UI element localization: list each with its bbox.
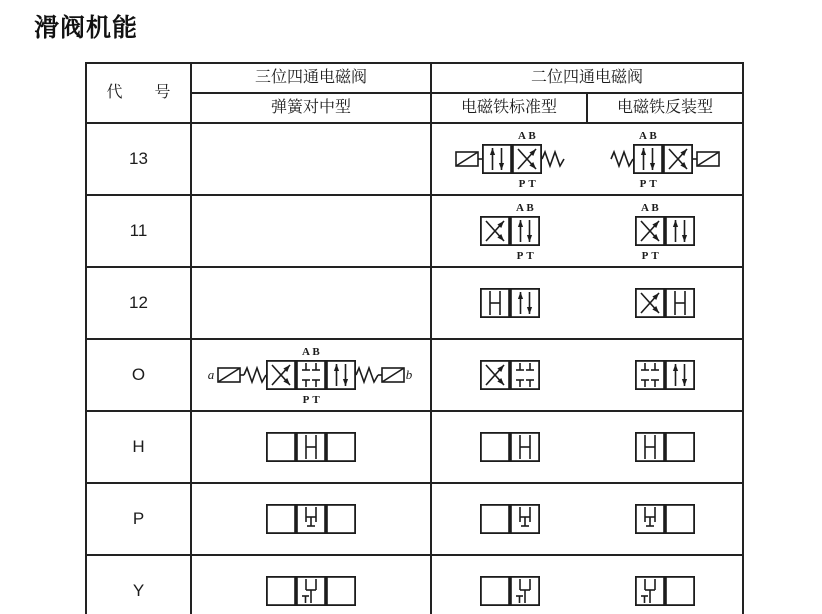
valve-symbol-12-standard (478, 268, 542, 338)
two-pos-symbols (432, 268, 742, 338)
two-pos-symbols (432, 412, 742, 482)
three-pos-cell (191, 123, 431, 195)
valve-symbol-H-standard (478, 412, 542, 482)
reverse-symbol-slot (587, 412, 742, 482)
valve-symbol-P-spring-centered (264, 484, 358, 554)
three-pos-cell (191, 483, 431, 555)
three-pos-cell (191, 411, 431, 483)
svg-text:T: T (527, 178, 536, 190)
svg-text:b: b (405, 367, 413, 382)
svg-text:A: A (517, 130, 526, 142)
svg-text:B: B (527, 130, 536, 142)
code-cell: O (86, 339, 191, 411)
two-pos-cell (431, 483, 743, 555)
svg-text:B: B (312, 346, 320, 358)
two-pos-cell (431, 123, 743, 195)
two-pos-symbols (432, 196, 742, 266)
svg-text:P: P (516, 250, 523, 262)
standard-symbol-slot (432, 556, 587, 614)
valve-symbol-O-reverse (633, 340, 697, 410)
code-cell: P (86, 483, 191, 555)
svg-text:B: B (525, 202, 534, 214)
table-row (86, 411, 743, 483)
header-solenoid-standard: 电磁铁标准型 (431, 93, 587, 123)
two-pos-symbols (432, 340, 742, 410)
standard-symbol-slot (432, 484, 587, 554)
table-row (86, 555, 743, 614)
header-spring-centered: 弹簧对中型 (191, 93, 431, 123)
svg-text:A: A (640, 202, 649, 214)
reverse-symbol-slot (587, 340, 742, 410)
table-row (86, 339, 743, 411)
svg-text:A: A (515, 202, 524, 214)
reverse-symbol-slot (587, 196, 742, 266)
two-pos-symbols (432, 124, 742, 194)
valve-symbol-P-standard (478, 484, 542, 554)
three-pos-cell (191, 339, 431, 411)
valve-symbol-O-standard (478, 340, 542, 410)
standard-symbol-slot (432, 196, 587, 266)
valve-symbol-11-standard (478, 196, 542, 266)
svg-text:B: B (650, 202, 659, 214)
table-row (86, 123, 743, 195)
code-cell: 13 (86, 123, 191, 195)
two-pos-symbols (432, 484, 742, 554)
standard-symbol-slot (432, 268, 587, 338)
reverse-symbol-slot (587, 556, 742, 614)
header-two-pos: 二位四通电磁阀 (431, 63, 743, 93)
page-title: 滑阀机能 (34, 14, 139, 42)
table-row (86, 483, 743, 555)
svg-text:a: a (207, 367, 215, 382)
svg-text:A: A (302, 346, 310, 358)
reverse-symbol-slot (587, 124, 742, 194)
two-pos-symbols (432, 556, 742, 614)
valve-symbol-13-reverse (609, 124, 721, 194)
valve-symbol-Y-spring-centered (264, 556, 358, 614)
reverse-symbol-slot (587, 268, 742, 338)
code-cell: 12 (86, 267, 191, 339)
three-pos-cell (191, 267, 431, 339)
standard-symbol-slot (432, 124, 587, 194)
three-pos-cell (191, 195, 431, 267)
valve-symbol-H-reverse (633, 412, 697, 482)
valve-symbol-O-spring-centered (204, 340, 418, 410)
valve-symbol-Y-standard (478, 556, 542, 614)
two-pos-cell (431, 339, 743, 411)
standard-symbol-slot (432, 340, 587, 410)
spool-function-table (85, 62, 744, 614)
valve-symbol-11-reverse (633, 196, 697, 266)
valve-symbol-13-standard (454, 124, 566, 194)
valve-symbol-H-spring-centered (264, 412, 358, 482)
header-solenoid-reverse: 电磁铁反装型 (587, 93, 743, 123)
two-pos-cell (431, 555, 743, 614)
svg-text:T: T (648, 178, 657, 190)
svg-text:P: P (518, 178, 525, 190)
svg-text:P: P (641, 250, 648, 262)
two-pos-cell (431, 411, 743, 483)
header-code: 代 号 (86, 63, 191, 123)
svg-text:A: A (638, 130, 647, 142)
table-row (86, 267, 743, 339)
header-three-pos: 三位四通电磁阀 (191, 63, 431, 93)
two-pos-cell (431, 195, 743, 267)
svg-text:T: T (525, 250, 534, 262)
table-row (86, 195, 743, 267)
three-pos-cell (191, 555, 431, 614)
svg-text:T: T (312, 394, 320, 406)
valve-symbol-12-reverse (633, 268, 697, 338)
code-cell: Y (86, 555, 191, 614)
reverse-symbol-slot (587, 484, 742, 554)
valve-symbol-Y-reverse (633, 556, 697, 614)
svg-text:T: T (650, 250, 659, 262)
standard-symbol-slot (432, 412, 587, 482)
valve-symbol-P-reverse (633, 484, 697, 554)
svg-text:B: B (648, 130, 657, 142)
code-cell: H (86, 411, 191, 483)
svg-text:P: P (639, 178, 646, 190)
header-row-1 (86, 63, 743, 93)
two-pos-cell (431, 267, 743, 339)
svg-text:P: P (302, 394, 310, 406)
code-cell: 11 (86, 195, 191, 267)
